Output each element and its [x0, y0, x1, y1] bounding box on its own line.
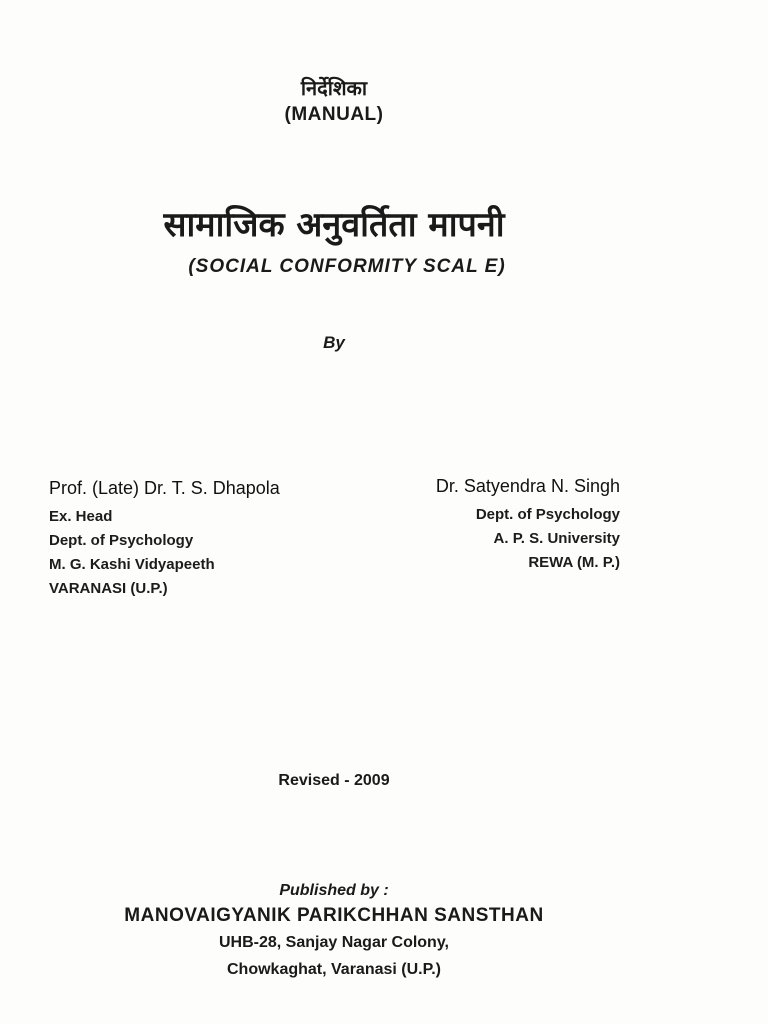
author-left [49, 478, 280, 601]
hindi-title: सामाजिक अनुवर्तिता मापनी [163, 205, 505, 245]
publisher-address-line: Chowkaghat, Varanasi (U.P.) [227, 961, 441, 978]
author-right-name: Dr. Satyendra N. Singh [435, 476, 620, 496]
author-left-line: Dept. of Psychology [49, 532, 194, 549]
revised-edition: Revised - 2009 [278, 772, 390, 789]
manual-heading: (MANUAL) [284, 104, 384, 125]
author-right-line: Dept. of Psychology [475, 506, 620, 523]
author-left-line: VARANASI (U.P.) [49, 580, 168, 597]
published-by-label: Published by : [279, 882, 389, 899]
author-right-line: A. P. S. University [493, 530, 620, 547]
english-title: (SOCIAL CONFORMITY SCAL E) [188, 256, 506, 277]
author-left-name: Prof. (Late) Dr. T. S. Dhapola [49, 478, 280, 498]
publisher-name: MANOVAIGYANIK PARIKCHHAN SANSTHAN [124, 905, 544, 926]
author-left-line: Ex. Head [49, 508, 113, 525]
author-left-line: M. G. Kashi Vidyapeeth [49, 556, 215, 573]
by-label: By [323, 333, 345, 352]
hindi-manual-heading: निर्देशिका [300, 76, 368, 100]
author-right [436, 476, 620, 575]
author-right-line: REWA (M. P.) [528, 554, 620, 571]
publisher-address-line: UHB-28, Sanjay Nagar Colony, [219, 934, 449, 951]
